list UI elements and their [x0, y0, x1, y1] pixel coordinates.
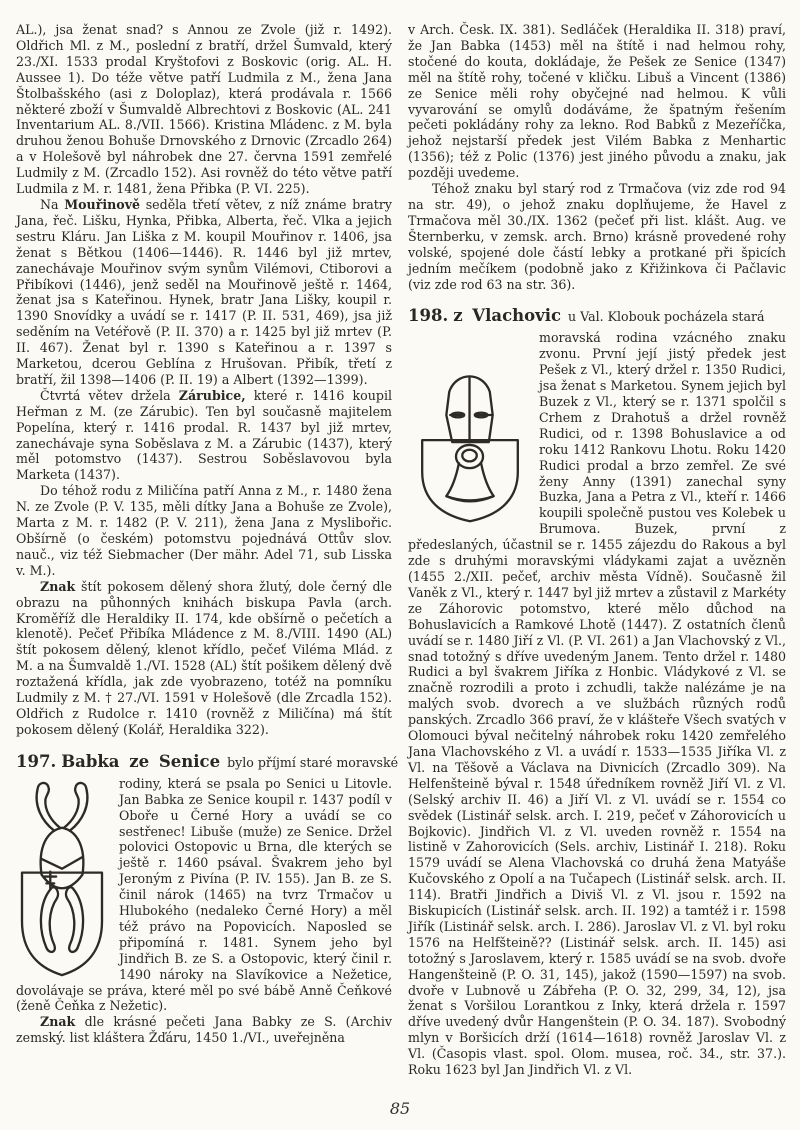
section-198-z-vlachovic [408, 305, 786, 1078]
paragraph-text: štít pokosem dělený shora žlutý, dole černý dle obrazu na půhonných knihách biskupa Pavla (arch. Kroměříž dle Heraldiky II. 174, kde obšírně o pečetích a klenotě). Pečeť Přibíka Mládence z M. 8./VIII. 1490 (AL) štít pokosem dělený, klenot křídlo, pečeť Viléma Mlád. z M. a na Šumvaldě 1./VI. 1528 (AL) štít pošikem dělený dvě roztažená křídla, jak zde vyobrazeno, totéž na pomníku Ludmily z M. † 27./VI. 1591 v Holešově (dle Zrcadla 152). Oldřich z Rudolce r. 1410 (rovněž z Miličína) má štít pokosem dělený (Kolář, Heraldika 322). [16, 578, 392, 737]
paragraph-text: Na [40, 196, 65, 212]
paragraph-mourinov [16, 197, 392, 388]
section-body [16, 776, 392, 1015]
paragraph-text: rodiny, která se psala po Senici u Litovle. Jan Babka ze Senice koupil r. 1437 podíl v Oboře u Černé Hory a uvádí se co sestřenec! Libuše (muže) ze Senice. Držel polovici Ostopovic u Brna, dle kterých se ještě r. 1460 psával. Švakrem jeho byl Jeroným z Pivína (P. IV. 155). Jan B. ze S. činil nárok (1465) na tvrz Trmačov u Hlubokého (nedaleko Černé Hory) a měl též právo na Popovicích. Naposled se připomíná r. 1481. Synem jeho byl Jindřich B. ze S. a Ostopovic, který činil r. 1490 nároky na Slavíkovice a Nežetice, dovolávaje se práva, které měl po své bábě Anně Čeňkové (ženě Čeňka z Nežetic). [16, 775, 392, 1014]
paragraph-znak-babka [16, 1014, 392, 1046]
shield-horn-left [41, 887, 58, 952]
paragraph-text: které r. 1416 koupil Heřman z M. (ze Zárubic). Ten byl současně majitelem Popelína, který r. 1416 prodal. R. 1437 byl již mrtev, zanechávaje syna Soběslava z M. a Zárubic (1437), který měl potomstvo (1437). Sestrou Soběslavovou byla Marketa (1437). [16, 387, 392, 483]
paragraph-text: moravská rodina vzácného znaku zvonu. První její jistý předek jest Pešek z Vl., který držel r. 1350 Rudici, jsa ženat s Marketou. Synem jejich byl Buzek z Vl., který se r. 1371 spolčil s Crhem z Drahotuš a držel rovněž Rudici, od r. 1398 Bohuslavice a od roku 1412 Rankovu Lhotu. Roku 1420 Rudici prodal a brzo zemřel. Ze své ženy Anny (1391) zanechal syny Buzka, Jana a Petra z Vl., kteří r. 1466 koupili společně pustou ves Kolebek u Brumova. Buzek, první z předeslaných, účastnil se r. 1455 zájezdu do Rakous a byl zde s druhými moravskými vládykami zajat a uvězněn (1455 2./XII. pečeť, archiv města Vídně). Současně žil Vaněk z Vl., který r. 1447 byl již mrtev a zůstavil z Markéty ze Záhorovic potomstvo, které mělo důchod na Bohuslavicích a Ramkové Lhotě (1447). Z ostatních členů uvádí se r. 1480 Jiří z Vl. (P. VI. 261) a Jan Vlachovský z Vl., snad totožný s dříve uvedeným Janem. Tento držel r. 1480 Rudici a byl švakrem Jiříka z Honbic. Vládykové z Vl. se značně rozrodili a proto i zchudli, takže nalézáme je na malých svob. dvorech a ve službách různých rodů panských. Zrcadlo 366 praví, že v klášteře Všech svatých v Olomouci býval nečitelný náhrobek roku 1420 zemřelého Jana Vlachovského z Vl. a uvádí r. 1533—1535 Jiříka Vl. z Vl. na Těšově a Václava na Divnicích (Zrcadlo 309). Na Helfenšteině býval r. 1548 úředníkem rovněž Jiří Vl. z Vl. (Selský archiv II. 46) a Jiří Vl. z Vl. uvádí se r. 1554 co svědek (Listinář selsk. arch. I. 219, pečeť v Záhorovicích u Bojkovic). Jindřich Vl. z Vl. uveden rovněž r. 1554 na listině v Zahorovicích (Sels. archiv, Listinář I. 218). Roku 1579 uvádí se Alena Vlachovská co druhá žena Matyáše Kučovského z Opolí a na Tučapech (Listinář selsk. arch. II. 114). Bratři Jindřich a Diviš Vl. z Vl. jsou r. 1592 na Biskupicích (Listinář selsk. arch. II. 192) a tamtéž i r. 1598 Jiřík (Listinář selsk. arch. I. 286). Jaroslav Vl. z Vl. byl roku 1576 na Helfšteině?? (Listinář selsk. arch. II. 145) asi totožný s Jaroslavem, který r. 1585 uvádí se na svob. dvoře Hangenšteině (P. O. 31, 145), jakož (1590—1597) na svob. dvoře v Lubnově u Zábřeha (P. O. 32, 299, 34, 12), jsa ženat s Voršilou Lorantkou z Inky, která držela r. 1597 dříve uvedený dvůr Hangenštein (P. O. 34. 187). Svobodný mlyn v Boršicích drží (1614—1618) rovněž Jaroslav Vl. z Vl. (Časopis vlast. spol. Olom. musea, roč. 34., str. 37.). Roku 1623 byl Jan Jindřich Vl. z Vl. [408, 330, 786, 1078]
section-number: 198. [408, 306, 449, 326]
paragraph-text: seděla třetí větev, z níž známe bratry Jana, řeč. Lišku, Hynka, Přibka, Alberta, řeč. Vlka a jejich sestru Kláru. Jan Liška z M. koupil Mouřinov r. 1406, jsa ženat s Bětkou (1406—1446). R. 1446 byl již mrtev, zanechávaje Mouřinov svým synům Vilémovi, Ctiborovi a Přibíkovi (1446), jenž seděl na Mouřinově ještě r. 1464, ženat jsa s Kateřinou. Hynek, bratr Jana Lišky, koupil r. 1390 Snovídky a uvádí se r. 1417 (P. II. 531, 469), jsa již seděním na Vetéřově (P. II. 370) a r. 1425 byl již mrtev (P. II. 467). Ženat byl r. 1390 s Kateřinou a r. 1397 s Marketou, dcerou Geblína z Hrušovan. Přibík, třetí z bratří, žil 1398—1406 (P. II. 19) a Albert (1392—1399). [16, 196, 392, 387]
section-body [408, 330, 786, 1078]
paragraph-text: Téhož znaku byl starý rod z Trmačova (viz zde rod 94 na str. 49), o jehož znaku doplňujeme, že Havel z Trmačova měl 30./IX. 1362 (pečeť při list. klášt. Aug. ve Šternberku, v zemsk. arch. Brno) krásně provedené rohy volské, spojené dole částí lebky a protkané při špicích jedním mečíkem (podobně jako z Křižinkova či Pačlavic (viz zde rod 63 na str. 36). [408, 181, 786, 292]
section-heading [408, 305, 786, 328]
section-number: 197. [16, 751, 57, 771]
crest-horn-right [64, 783, 87, 831]
section-heading-tail: u Val. Klobouk pocházela stará [568, 309, 765, 325]
section-title: Babka ze Senice [61, 751, 221, 771]
emphasized-place-name: Mouřinově [64, 196, 141, 212]
section-197-babka-ze-senice [16, 751, 399, 1015]
paragraph-text: AL.), jsa ženat snad? s Annou ze Zvole (již r. 1492). Oldřich Ml. z M., poslední z bratří, držel Šumvald, který 23./XI. 1533 prodal Kryštofovi z Boskovic (orig. AL. H. Aussee 1). Do téže větve patří Ludmila z M., žena Jana Štolbašského (asi z Doloplaz), která prodávala r. 1566 některé zboží v Šumvaldě Albrechtovi z Boskovic (AL. 241 Inventarium AL. 8./VII. 1566). Kristina Mládenc. z M. byla druhou ženou Bohuše Drnovského z Drnovic (Zrcadlo 264) a v Holešově byl náhrobek dne 27. června 1591 zemřelé Ludmily z M. (Zrcadlo 152). Asi rovněž do této větve patří Ludmila z M. r. 1481, žena Přibka (P. VI. 225). [16, 22, 392, 197]
bell-loop-inner [462, 450, 476, 462]
paragraph-znak-milicin [16, 579, 392, 738]
section-heading-tail: bylo příjmí staré moravské [227, 754, 399, 770]
emphasized-word-znak: Znak [40, 1014, 76, 1030]
paragraph-trmacov [408, 181, 786, 292]
paragraph-text: Do téhož rodu z Miličína patří Anna z M., r. 1480 žena N. ze Zvole (P. V. 135, měli dítky Jana a Bohuše ze Zvole), Marta z M. r. 1482 (P. V. 211), žena Jana z Myslibořic. Obšírně (o českém) potomstvu pojednává Ottův slov. nauč., viz též Siebmacher (Der mähr. Adel 71, sub Lisska v. M.). [16, 483, 392, 578]
paragraph-text: dle krásné pečeti Jana Babky ze S. (Archiv zemský. list kláštera Žďáru, 1450 1./VI., uveřejněna [16, 1014, 392, 1046]
emphasized-place-name: Zárubice, [178, 387, 246, 403]
emphasized-word-znak: Znak [40, 578, 76, 594]
paragraph-babka-continuation [408, 22, 786, 181]
helmet-outline [41, 828, 84, 888]
paragraph-milicin-continuation [16, 22, 392, 197]
paragraph-zarubice [16, 388, 392, 483]
shield-horn-right [66, 887, 83, 952]
right-column [408, 22, 786, 1078]
section-title: z Vlachovic [453, 306, 562, 326]
paragraph-text: v Arch. Česk. IX. 381). Sedláček (Heraldika II. 318) praví, že Jan Babka (1453) měl na štítě i nad helmou rohy, stočené do kouta, dokládaje, že Pešek ze Senice (1347) měl na štítě rohy, točené v kličku. Libuš a Vincent (1386) ze Senice měli rohy obyčejné nad helmou. K vůli vyvarování se omylů dodáváme, že špatným řešením pečeti pokládány rohy za lekno. Rod Babků z Mezeříčka, jehož nejstarší předek jest Vilém Babka z Menhartic (1356); též z Polic (1376) jest jiného původu a znaku, jak později uvedeme. [408, 22, 786, 181]
crest-horn-left [37, 783, 60, 831]
paragraph-milicin-family [16, 483, 392, 578]
bell-loop-outer [456, 445, 483, 468]
vlachovic-coat-of-arms-figure [414, 330, 526, 528]
section-heading [16, 751, 399, 774]
shield-outline [422, 441, 518, 522]
paragraph-text: Čtvrtá větev držela [40, 387, 179, 403]
left-column [16, 22, 399, 1078]
helmet-visor [42, 857, 83, 869]
babka-coat-of-arms-figure [18, 778, 106, 978]
page-number: 85 [389, 1099, 411, 1118]
